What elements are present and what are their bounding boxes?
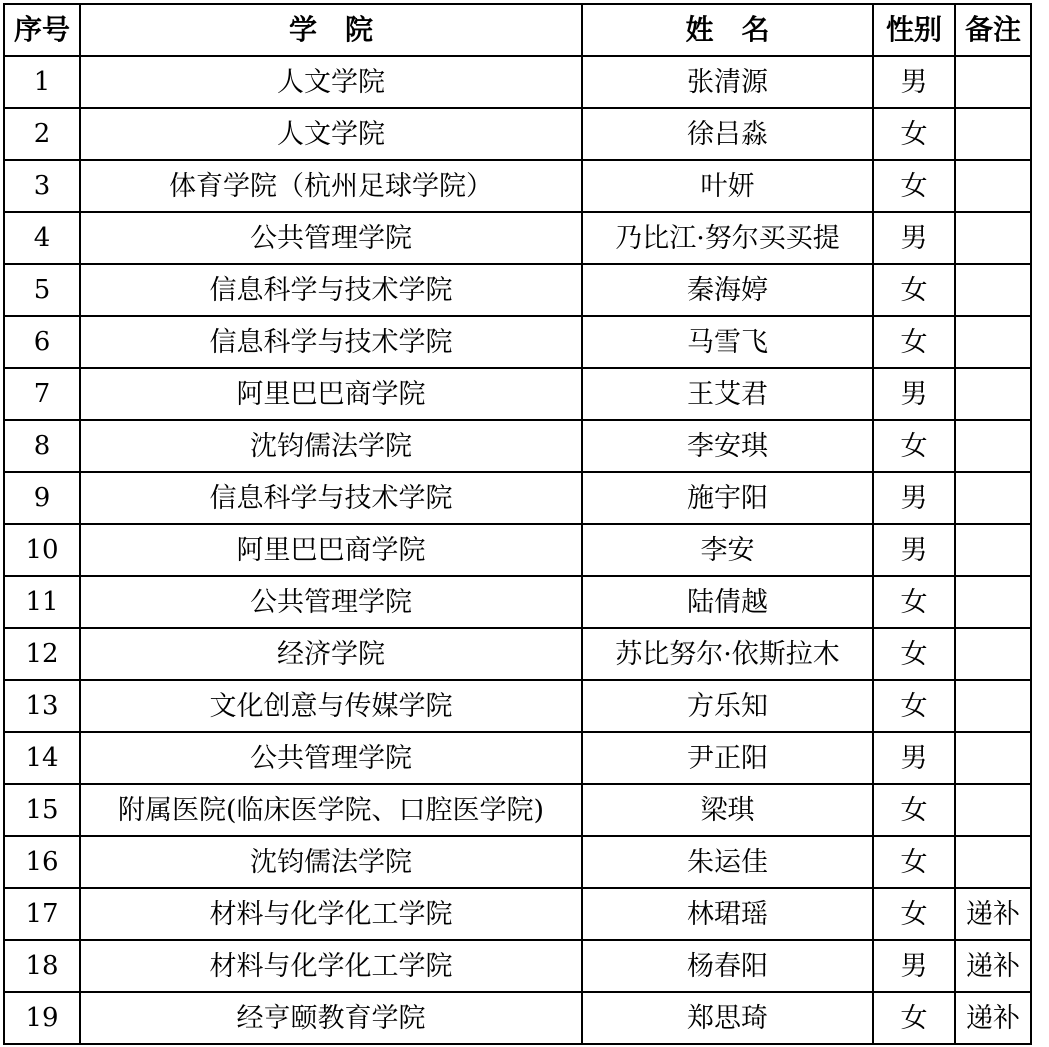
table-row (4, 472, 1031, 524)
cell-name: 郑思琦 (582, 992, 873, 1044)
cell-index: 14 (4, 732, 80, 784)
table-header (4, 4, 1031, 56)
cell-name: 马雪飞 (582, 316, 873, 368)
cell-index: 18 (4, 940, 80, 992)
table-row (4, 940, 1031, 992)
cell-college: 文化创意与传媒学院 (80, 680, 582, 732)
cell-remark (955, 368, 1031, 420)
table-row (4, 108, 1031, 160)
cell-college: 信息科学与技术学院 (80, 264, 582, 316)
cell-name: 朱运佳 (582, 836, 873, 888)
table-row (4, 368, 1031, 420)
cell-name: 李安琪 (582, 420, 873, 472)
cell-college: 信息科学与技术学院 (80, 316, 582, 368)
cell-college: 沈钧儒法学院 (80, 836, 582, 888)
table-row (4, 160, 1031, 212)
table-row (4, 992, 1031, 1044)
table-row (4, 264, 1031, 316)
cell-index: 9 (4, 472, 80, 524)
cell-remark (955, 420, 1031, 472)
table-row (4, 524, 1031, 576)
cell-name: 陆倩越 (582, 576, 873, 628)
cell-college: 信息科学与技术学院 (80, 472, 582, 524)
cell-name: 徐吕淼 (582, 108, 873, 160)
cell-gender: 男 (873, 212, 955, 264)
header-index: 序号 (4, 4, 80, 56)
cell-index: 5 (4, 264, 80, 316)
cell-remark (955, 160, 1031, 212)
cell-index: 17 (4, 888, 80, 940)
table-row (4, 888, 1031, 940)
cell-college: 经济学院 (80, 628, 582, 680)
cell-remark (955, 836, 1031, 888)
cell-remark (955, 56, 1031, 108)
cell-name: 林珺瑶 (582, 888, 873, 940)
cell-gender: 女 (873, 836, 955, 888)
cell-remark: 递补 (955, 940, 1031, 992)
table-body (4, 56, 1031, 1044)
cell-gender: 女 (873, 160, 955, 212)
cell-gender: 女 (873, 628, 955, 680)
cell-gender: 女 (873, 888, 955, 940)
cell-index: 3 (4, 160, 80, 212)
cell-name: 杨春阳 (582, 940, 873, 992)
cell-remark (955, 524, 1031, 576)
cell-remark (955, 316, 1031, 368)
table-row (4, 212, 1031, 264)
cell-college: 阿里巴巴商学院 (80, 524, 582, 576)
cell-gender: 男 (873, 56, 955, 108)
cell-index: 11 (4, 576, 80, 628)
cell-index: 7 (4, 368, 80, 420)
cell-index: 4 (4, 212, 80, 264)
header-college: 学 院 (80, 4, 582, 56)
cell-gender: 男 (873, 732, 955, 784)
cell-name: 叶妍 (582, 160, 873, 212)
table-row (4, 316, 1031, 368)
cell-remark (955, 212, 1031, 264)
cell-name: 苏比努尔·依斯拉木 (582, 628, 873, 680)
table-row (4, 836, 1031, 888)
table-row (4, 628, 1031, 680)
cell-name: 方乐知 (582, 680, 873, 732)
cell-college: 阿里巴巴商学院 (80, 368, 582, 420)
cell-remark (955, 680, 1031, 732)
cell-index: 13 (4, 680, 80, 732)
header-name: 姓 名 (582, 4, 873, 56)
cell-gender: 女 (873, 108, 955, 160)
cell-college: 附属医院(临床医学院、口腔医学院) (80, 784, 582, 836)
cell-college: 材料与化学化工学院 (80, 940, 582, 992)
cell-remark (955, 108, 1031, 160)
cell-name: 张清源 (582, 56, 873, 108)
cell-remark (955, 264, 1031, 316)
cell-college: 公共管理学院 (80, 212, 582, 264)
cell-remark (955, 576, 1031, 628)
cell-college: 体育学院（杭州足球学院） (80, 160, 582, 212)
cell-index: 8 (4, 420, 80, 472)
cell-gender: 女 (873, 680, 955, 732)
cell-gender: 男 (873, 524, 955, 576)
cell-name: 施宇阳 (582, 472, 873, 524)
cell-index: 16 (4, 836, 80, 888)
table-row (4, 420, 1031, 472)
cell-name: 李安 (582, 524, 873, 576)
cell-gender: 男 (873, 368, 955, 420)
cell-college: 公共管理学院 (80, 576, 582, 628)
cell-gender: 男 (873, 940, 955, 992)
cell-gender: 女 (873, 264, 955, 316)
cell-index: 15 (4, 784, 80, 836)
cell-index: 2 (4, 108, 80, 160)
cell-name: 乃比江·努尔买买提 (582, 212, 873, 264)
cell-index: 10 (4, 524, 80, 576)
cell-college: 公共管理学院 (80, 732, 582, 784)
header-remark: 备注 (955, 4, 1031, 56)
cell-college: 经亨颐教育学院 (80, 992, 582, 1044)
cell-gender: 女 (873, 316, 955, 368)
cell-index: 12 (4, 628, 80, 680)
cell-college: 人文学院 (80, 108, 582, 160)
cell-remark: 递补 (955, 992, 1031, 1044)
cell-name: 尹正阳 (582, 732, 873, 784)
table-row (4, 680, 1031, 732)
cell-name: 秦海婷 (582, 264, 873, 316)
cell-gender: 男 (873, 472, 955, 524)
cell-remark (955, 732, 1031, 784)
header-row (4, 4, 1031, 56)
cell-remark (955, 784, 1031, 836)
cell-index: 1 (4, 56, 80, 108)
roster-table (3, 3, 1032, 1045)
cell-remark: 递补 (955, 888, 1031, 940)
cell-gender: 女 (873, 576, 955, 628)
cell-college: 沈钧儒法学院 (80, 420, 582, 472)
cell-remark (955, 472, 1031, 524)
table-row (4, 56, 1031, 108)
table-row (4, 784, 1031, 836)
cell-name: 王艾君 (582, 368, 873, 420)
cell-gender: 女 (873, 420, 955, 472)
cell-index: 6 (4, 316, 80, 368)
cell-gender: 女 (873, 784, 955, 836)
cell-remark (955, 628, 1031, 680)
table-row (4, 732, 1031, 784)
cell-college: 人文学院 (80, 56, 582, 108)
cell-name: 梁琪 (582, 784, 873, 836)
header-gender: 性别 (873, 4, 955, 56)
cell-gender: 女 (873, 992, 955, 1044)
cell-college: 材料与化学化工学院 (80, 888, 582, 940)
table-row (4, 576, 1031, 628)
cell-index: 19 (4, 992, 80, 1044)
